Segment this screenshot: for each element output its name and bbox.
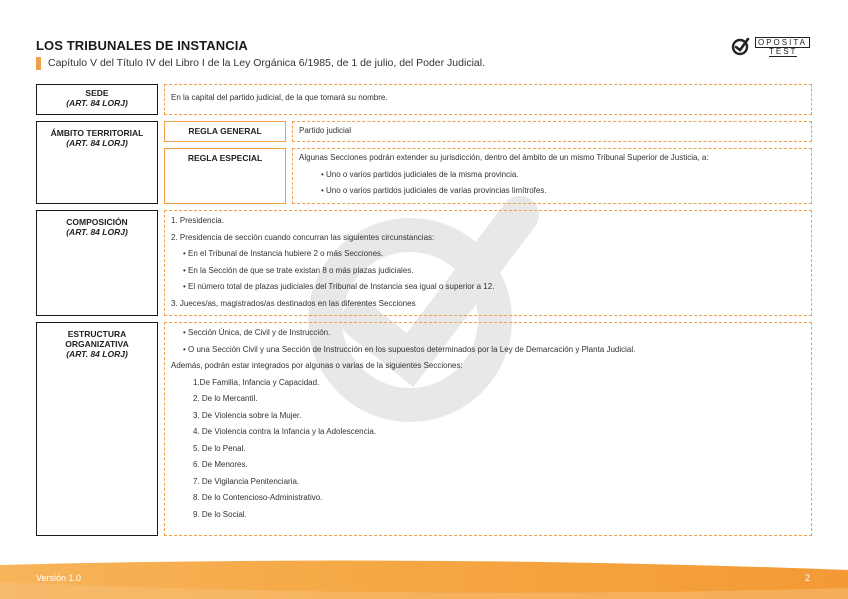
ambito-row — [36, 121, 812, 204]
list-item: 2. De lo Mercantil. — [193, 394, 258, 403]
estructura-ref: (ART. 84 LORJ) — [66, 349, 128, 359]
list-item: 3. De Violencia sobre la Mujer. — [193, 410, 302, 420]
list-item: • Sección Única, de Civil y de Instrucción. — [183, 328, 331, 337]
estructura-label-box — [36, 322, 158, 536]
composicion-row — [36, 210, 812, 316]
list-item: 7. De Vigilancia Penitenciaria. — [193, 476, 300, 486]
estructura-intro: Además, podrán estar integrados por algunas o varias de la siguientes Secciones: — [171, 361, 463, 370]
regla-general-text: Partido judicial — [299, 126, 352, 135]
footer-wave — [0, 560, 848, 599]
sede-label-box — [36, 84, 158, 115]
sede-ref: (ART. 84 LORJ) — [66, 98, 128, 108]
list-item: • El número total de plazas judiciales del Tribunal de Instancia sea igual o superior a 12. — [183, 282, 495, 291]
sede-text: En la capital del partido judicial, de la que tomará su nombre. — [171, 93, 388, 102]
composicion-ref: (ART. 84 LORJ) — [66, 227, 128, 237]
ambito-label: ÁMBITO TERRITORIAL — [50, 128, 144, 138]
composicion-line1: 1. Presidencia. — [171, 216, 224, 225]
list-item: 1.De Familia, Infancia y Capacidad. — [193, 377, 320, 387]
page-subtitle: Capítulo V del Título IV del Libro I de la Ley Orgánica 6/1985, de 1 de julio, del Poder Judicial. — [48, 57, 485, 69]
estructura-label-2: ORGANIZATIVA — [65, 339, 129, 349]
list-item: 4. De Violencia contra la Infancia y la Adolescencia. — [193, 427, 377, 436]
list-item: 5. De lo Penal. — [193, 443, 246, 453]
logo-text-top: OPOSITA — [755, 37, 810, 48]
estructura-row — [36, 322, 812, 536]
list-item: • Uno o varios partidos judiciales de la misma provincia. — [321, 169, 519, 179]
footer-version: Versión 1.0 — [36, 573, 82, 583]
composicion-line3: 3. Jueces/as, magistrados/as destinados en las diferentes Secciones — [171, 298, 416, 308]
page-title: LOS TRIBUNALES DE INSTANCIA — [36, 38, 248, 53]
list-item: 6. De Menores. — [193, 460, 248, 469]
composicion-content — [164, 210, 812, 316]
sede-label: SEDE — [85, 88, 109, 98]
ambito-ref: (ART. 84 LORJ) — [66, 138, 128, 148]
estructura-label-1: ESTRUCTURA — [67, 329, 127, 339]
list-item: • Uno o varios partidos judiciales de varias provincias limítrofes. — [321, 186, 547, 195]
sede-row — [36, 84, 812, 115]
opositatest-logo — [731, 36, 813, 58]
ambito-label-box — [36, 121, 158, 204]
list-item: • O una Sección Civil y una Sección de Instrucción en los supuestos determinados por la Ley de Demarcación y Planta Judicial. — [183, 344, 636, 354]
list-item: 8. De lo Contencioso-Administrativo. — [193, 493, 323, 502]
subtitle-accent-bar — [36, 57, 41, 70]
list-item: • En la Sección de que se trate existan 8 o más plazas judiciales. — [183, 265, 414, 275]
list-item: • En el Tribunal de Instancia hubiere 2 o más Secciones. — [183, 249, 384, 258]
regla-especial-content — [292, 148, 812, 204]
estructura-content — [164, 322, 812, 536]
logo-text-bottom: TEST — [769, 47, 798, 56]
regla-especial-text: Algunas Secciones podrán extender su jurisdicción, dentro del ámbito de un mismo Tribunal Superior de Justicia, a: — [299, 153, 709, 162]
composicion-label-box — [36, 210, 158, 316]
regla-especial-label: REGLA ESPECIAL — [164, 148, 286, 204]
list-item: 9. De lo Social. — [193, 509, 247, 519]
regla-general-content — [292, 121, 812, 142]
composicion-label: COMPOSICIÓN — [66, 217, 128, 227]
regla-general-label: REGLA GENERAL — [164, 121, 286, 142]
sede-content — [164, 84, 812, 115]
page-number: 2 — [804, 573, 810, 583]
composicion-line2: 2. Presidencia de sección cuando concurran las siguientes circunstancias: — [171, 232, 435, 242]
check-circle-icon — [731, 36, 751, 56]
